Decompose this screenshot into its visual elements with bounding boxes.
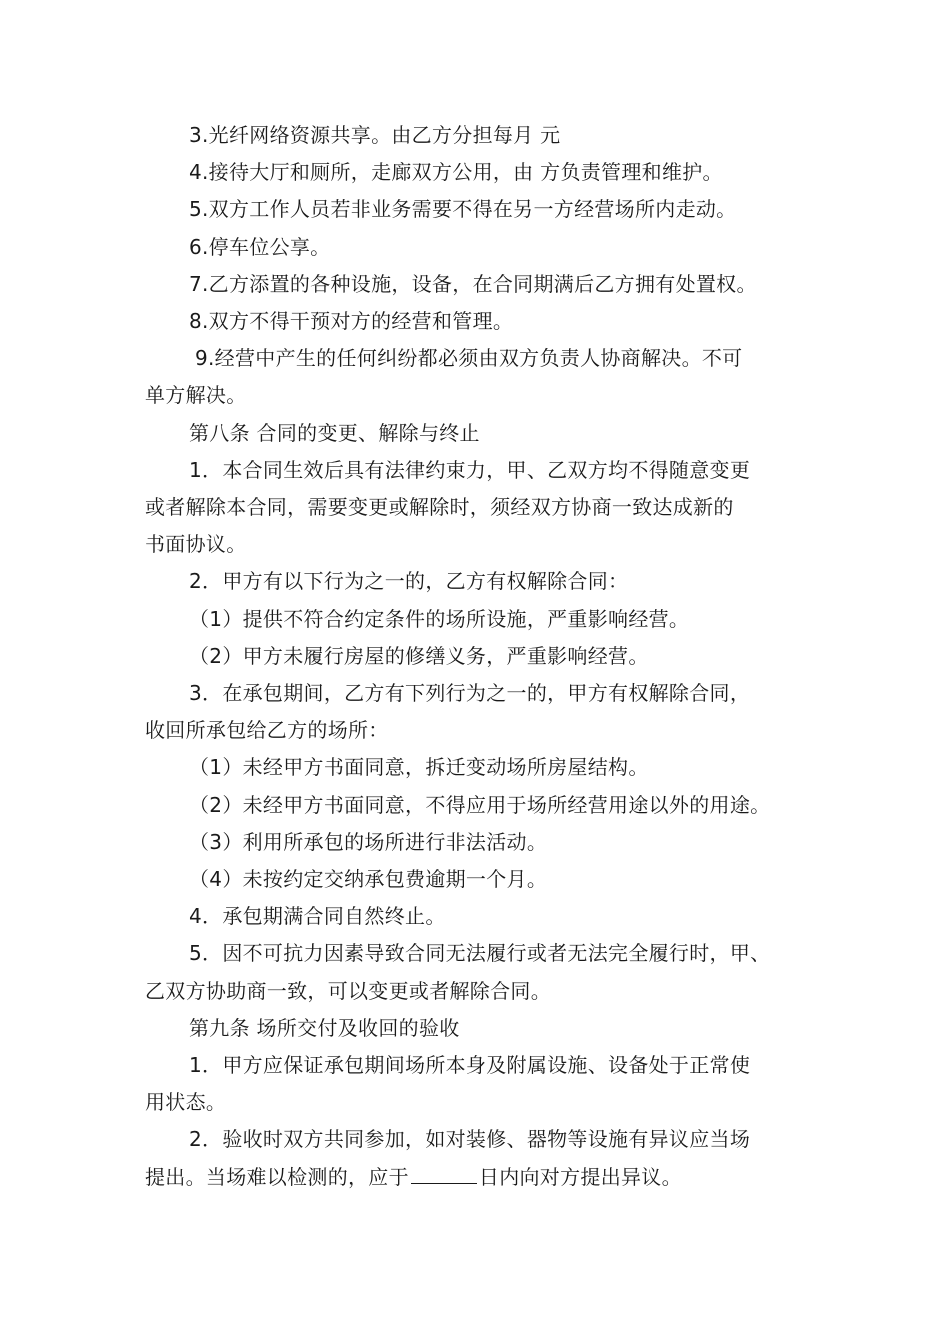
clause-line: 1．本合同生效后具有法律约束力，甲、乙双方均不得随意变更 bbox=[189, 457, 751, 482]
clause-line: 8.双方不得干预对方的经营和管理。 bbox=[189, 309, 514, 334]
clause-text: 日内向对方提出异议。 bbox=[478, 1164, 682, 1189]
sub-clause-line: （2）甲方未履行房屋的修缮义务，严重影响经营。 bbox=[189, 643, 649, 668]
clause-line: 6.停车位公享。 bbox=[189, 234, 331, 259]
sub-clause-line: （2）未经甲方书面同意，不得应用于场所经营用途以外的用途。 bbox=[189, 792, 771, 817]
clause-line: 2．甲方有以下行为之一的，乙方有权解除合同： bbox=[189, 569, 629, 594]
sub-clause-line: （3）利用所承包的场所进行非法活动。 bbox=[189, 829, 548, 854]
sub-clause-line: （4）未按约定交纳承包费逾期一个月。 bbox=[189, 867, 548, 892]
sub-clause-line: （1）未经甲方书面同意，拆迁变动场所房屋结构。 bbox=[189, 755, 649, 780]
clause-line: 3.光纤网络资源共享。由乙方分担每月 元 bbox=[189, 123, 561, 147]
clause-text: 提出。当场难以检测的，应于 bbox=[145, 1164, 409, 1189]
clause-line-continuation: 收回所承包给乙方的场所： bbox=[145, 718, 389, 743]
article-heading: 第九条 场所交付及收回的验收 bbox=[189, 1015, 460, 1040]
clause-line: 3．在承包期间，乙方有下列行为之一的，甲方有权解除合同， bbox=[189, 681, 751, 706]
article-heading: 第八条 合同的变更、解除与终止 bbox=[189, 420, 480, 445]
clause-line-continuation: 乙双方协助商一致，可以变更或者解除合同。 bbox=[145, 978, 551, 1003]
clause-line: 2．验收时双方共同参加，如对装修、器物等设施有异议应当场 bbox=[189, 1127, 751, 1152]
clause-line: 4．承包期满合同自然终止。 bbox=[189, 904, 446, 929]
clause-line-continuation: 书面协议。 bbox=[145, 532, 247, 557]
sub-clause-line: （1）提供不符合约定条件的场所设施，严重影响经营。 bbox=[189, 606, 690, 631]
clause-line-continuation: 单方解决。 bbox=[145, 383, 247, 408]
clause-line: 5．因不可抗力因素导致合同无法履行或者无法完全履行时，甲、 bbox=[189, 941, 771, 966]
clause-line-continuation bbox=[145, 1159, 835, 1196]
clause-line-continuation: 或者解除本合同，需要变更或解除时，须经双方协商一致达成新的 bbox=[145, 495, 734, 520]
clause-line: 1．甲方应保证承包期间场所本身及附属设施、设备处于正常使 bbox=[189, 1053, 751, 1078]
fill-in-blank bbox=[411, 1182, 477, 1184]
clause-line: 4.接待大厅和厕所，走廊双方公用，由 方负责管理和维护。 bbox=[189, 160, 723, 185]
clause-line: 9.经营中产生的任何纠纷都必须由双方负责人协商解决。不可 bbox=[195, 346, 743, 371]
document-body bbox=[145, 117, 835, 1196]
clause-line: 7.乙方添置的各种设施，设备，在合同期满后乙方拥有处置权。 bbox=[189, 271, 757, 296]
clause-line: 5.双方工作人员若非业务需要不得在另一方经营场所内走动。 bbox=[189, 197, 737, 222]
clause-line-continuation: 用状态。 bbox=[145, 1090, 227, 1115]
